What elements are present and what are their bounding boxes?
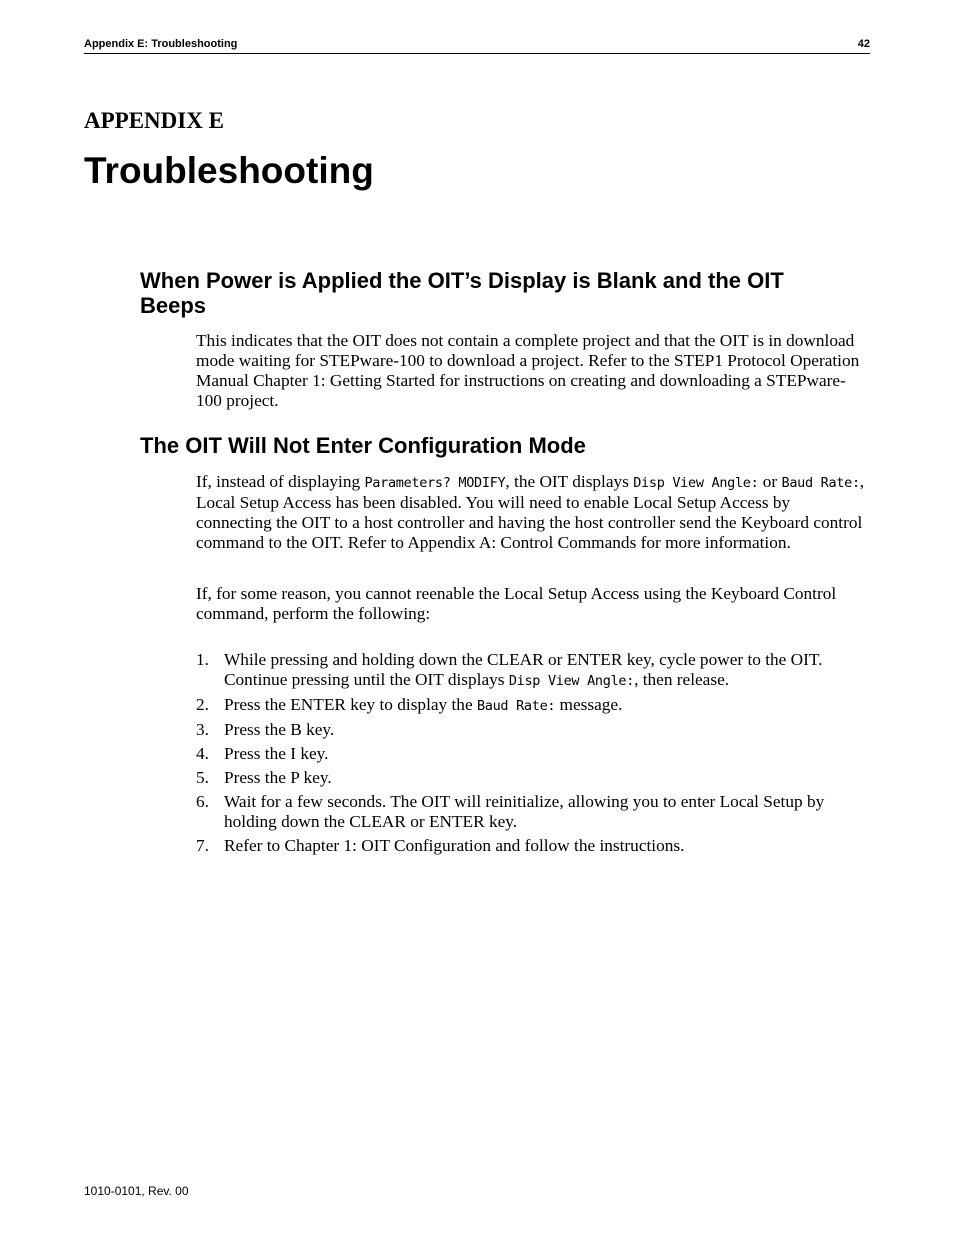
- text-run: If, instead of displaying: [196, 472, 365, 491]
- page-header: [84, 38, 870, 54]
- step-number: 6.: [196, 792, 209, 811]
- config-mode-paragraph-1: [196, 472, 870, 553]
- lcd-message: Disp View Angle:: [508, 673, 635, 689]
- lcd-message: Baud Rate:: [781, 475, 860, 491]
- step-number: 7.: [196, 836, 209, 855]
- step-item: [196, 836, 870, 856]
- step-number: 1.: [196, 650, 209, 669]
- page-title: Troubleshooting: [84, 150, 374, 191]
- config-mode-paragraph-2: If, for some reason, you cannot reenable the Local Setup Access using the Keyboard Control command, perform the following:: [196, 584, 837, 623]
- step-text: message.: [555, 695, 623, 714]
- step-item: [196, 695, 870, 716]
- text-run: , Local Setup Access has been disabled. You will need to enable Local Setup Access by connecting the OIT to a host controller and having the host controller send the Keyboard control command to the OIT. Refer to Appendix A: Control Commands for more information.: [196, 472, 865, 552]
- step-number: 4.: [196, 744, 209, 763]
- step-text: While pressing and holding down the CLEAR or ENTER key, cycle power to the OIT. Continue pressing until the OIT displays: [224, 650, 823, 689]
- step-item: [196, 720, 870, 740]
- section-heading-blank-display: When Power is Applied the OIT’s Display is Blank and the OIT Beeps: [140, 268, 784, 318]
- step-number: 5.: [196, 768, 209, 787]
- step-item: [196, 768, 870, 788]
- step-text: , then release.: [634, 670, 730, 689]
- step-text: Press the ENTER key to display the: [224, 695, 477, 714]
- section-body-blank-display: This indicates that the OIT does not contain a complete project and that the OIT is in download mode waiting for STEPware-100 to download a project. Refer to the STEP1 Protocol Operation Manual Chapter 1: Getting Started for instructions on creating and downloading a STEPware-100 project.: [196, 331, 860, 410]
- step-text: Refer to Chapter 1: OIT Configuration and follow the instructions.: [224, 836, 685, 855]
- header-section-title: Appendix E: Troubleshooting: [84, 38, 238, 50]
- step-text: Wait for a few seconds. The OIT will reinitialize, allowing you to enter Local Setup by holding down the CLEAR or ENTER key.: [224, 792, 825, 831]
- step-item: [196, 650, 870, 691]
- header-page-number: 42: [857, 38, 870, 50]
- step-text: Press the P key.: [224, 768, 332, 787]
- page-footer: 1010-0101, Rev. 00: [84, 1184, 189, 1198]
- text-run: or: [758, 472, 782, 491]
- lcd-message: Disp View Angle:: [633, 475, 759, 491]
- lcd-message: Baud Rate:: [476, 698, 556, 714]
- step-number: 2.: [196, 695, 209, 714]
- appendix-label: APPENDIX E: [84, 108, 224, 133]
- section-heading-config-mode: The OIT Will Not Enter Configuration Mode: [140, 433, 586, 458]
- step-item: [196, 744, 870, 764]
- step-number: 3.: [196, 720, 209, 739]
- steps-list: [196, 650, 870, 860]
- text-run: , the OIT displays: [505, 472, 634, 491]
- step-text: Press the I key.: [224, 744, 329, 763]
- lcd-message: Parameters? MODIFY: [364, 475, 506, 491]
- step-item: [196, 792, 870, 832]
- step-text: Press the B key.: [224, 720, 335, 739]
